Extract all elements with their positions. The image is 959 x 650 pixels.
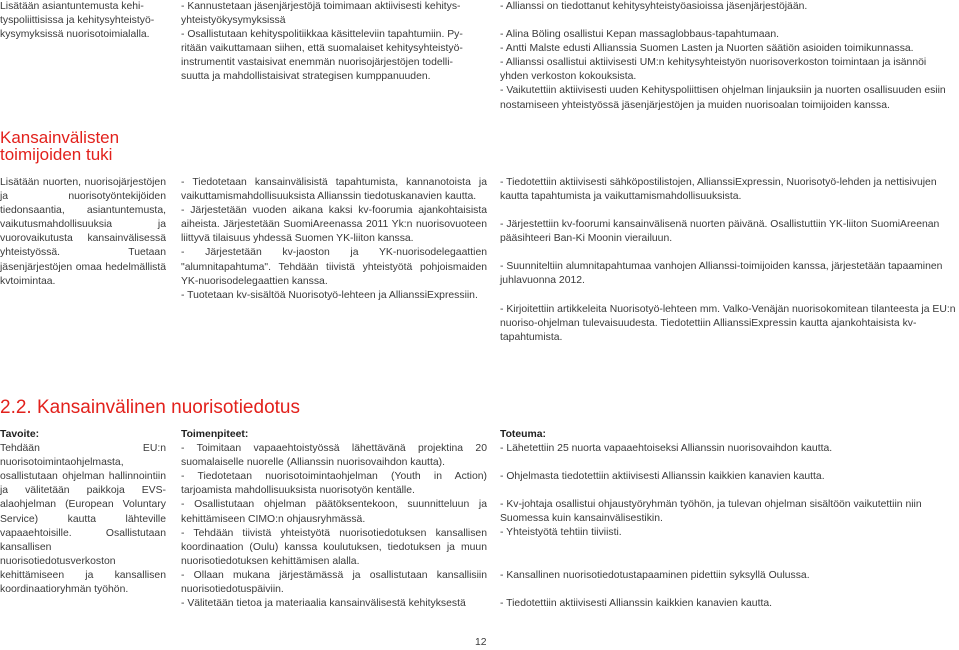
list-item: - Yhteistyötä tehtiin tiiviisti.: [500, 527, 622, 539]
list-item: - Järjestetään kv-jaoston ja YK-nuorisodelegaattien "alumnitapahtuma". Tehdään tiivistä yhteistyötä pohjoismaiden YK-nuorisodelegaattien kanssa.: [181, 247, 487, 287]
list-item: - Kirjoitettiin artikkeleita Nuorisotyö-lehteen mm. Valko-Venäjän nuorisokomitean tilanteesta ja EU:n nuoriso-ohjelman tulevaisuudesta. Tiedotettiin AllianssiExpressin kautta ajankohtaisista kv-tapahtumista.: [500, 303, 956, 343]
text-line: Lisätään asiantuntemusta kehi-: [0, 1, 144, 12]
text-line: kysymyksissä nuorisotoimialalla.: [0, 29, 150, 41]
heading-line: toimijoiden tuki: [0, 145, 113, 164]
list-item: - Vaikutettiin aktiivisesti uuden Kehityspoliittisen ohjelman linjauksiin ja nuorten osallisuuden esiin nostamiseen yhteistyössä jäsenjärjestöjen ja muiden nuorisoalan toimijoiden kanssa.: [500, 85, 946, 111]
list-item: - Antti Malste edusti Allianssia Suomen Lasten ja Nuorten säätiön asioiden toimikunnassa.: [500, 43, 914, 55]
list-item: - Järjestettiin kv-foorumi kansainvälisenä nuorten päivänä. Osallistuttiin YK-liiton SuomiAreenan pääsihteeri Ban-Ki Moonin vierailuun.: [500, 219, 940, 245]
top-middle-text: [181, 0, 487, 85]
goal-column: [0, 428, 166, 597]
section-heading: [0, 129, 175, 163]
list-item: - Tiedotetaan kansainvälisistä tapahtumista, kannanotoista ja vaikuttamismahdollisuuksista Allianssin tiedotuskanavien kautta.: [181, 177, 487, 203]
text-line: yhteistyökysymyksissä: [181, 15, 286, 27]
list-item: - Allianssi osallistui aktiivisesti UM:n kehitysyhteistyön nuorisoverkoston toimintaan ja isännöi yhden verkoston kokouksista.: [500, 57, 927, 83]
results-column: [500, 428, 957, 611]
measures-column: [181, 428, 487, 611]
heading-line: Kansainvälisten: [0, 128, 120, 147]
goal-text: Tehdään EU:n nuorisotoimintaohjelmasta, osallistutaan ohjelman hallinnointiin ja välitetään paikkoja EVS-alaohjelman (European Voluntary Service) kautta lähteville vapaaehtoisille. Osallistutaan kansallisen nuorisotiedotusverkoston kehittämiseen ja kansallisen koordinaatioryhmän työhön.: [0, 443, 166, 596]
list-item: - Järjestetään vuoden aikana kaksi kv-foorumia ajankohtaisista aiheista. Järjestetään SuomiAreenassa 2011 Yk:n nuorisovuoteen liittyvä tilaisuus yhdessä Suomen YK-liiton kanssa.: [181, 205, 487, 245]
text-line: instrumentit vastaisivat enemmän nuorisojärjestöjen todelli-: [181, 57, 454, 69]
list-item: - Kansallinen nuorisotiedotustapaaminen pidettiin syksyllä Oulussa.: [500, 569, 810, 581]
list-item: - Tiedotetaan nuorisotoimintaohjelman (Youth in Action) tarjoamista mahdollisuuksista nuorisotyön kentälle.: [181, 471, 487, 497]
list-item: - Tehdään tiivistä yhteistyötä nuorisotiedotuksen kansallisen koordinaation (Oulu) kanssa koulutuksen, tiedotuksen ja muun nuorisotiedotuksen kehittämisen alalla.: [181, 527, 487, 567]
measures-label: Toimenpiteet:: [181, 429, 249, 440]
list-item: - Suunniteltiin alumnitapahtumaa vanhojen Allianssi-toimijoiden kanssa, järjestetään tapaaminen juhlavuonna 2012.: [500, 261, 943, 287]
list-item: - Tiedotettiin aktiivisesti Allianssin kaikkien kanavien kautta.: [500, 597, 773, 609]
goal-text: Lisätään nuorten, nuorisojärjestöjen ja nuorisotyöntekijöiden tiedonsaantia, asiantuntemusta, vaikutusmahdollisuuksia ja vuorovaikutusta kansainvälisessä yhteistyössä. Tuetaan jäsenjärjestöjen omaa hedelmällistä kvtoimintaa.: [0, 177, 166, 287]
text-line: suutta ja mahdollistaisivat strategisen kumppanuuden.: [181, 71, 431, 83]
list-item: - Allianssi on tiedottanut kehitysyhteistyöasioissa jäsenjärjestöjään.: [500, 1, 808, 12]
list-item: - Osallistutaan ohjelman päätöksentekoon, suunnitteluun ja kehittämiseen CIMO:n ohjausryhmässä.: [181, 499, 487, 525]
text-line: - Osallistutaan kehityspolitiikkaa käsitteleviin tapahtumiin. Py-: [181, 29, 463, 41]
list-item: - Välitetään tietoa ja materiaalia kansainvälisestä kehityksestä: [181, 598, 466, 610]
list-item: - Ohjelmasta tiedotettiin aktiivisesti Allianssin kaikkien kanavien kautta.: [500, 471, 825, 483]
text-line: - Kannustetaan jäsenjärjestöjä toimimaan aktiivisesti kehitys-: [181, 1, 461, 12]
section-22-heading: 2.2. Kansainvälinen nuorisotiedotus: [0, 397, 300, 418]
text-line: ritään vaikuttamaan siihen, että suomalaiset kehitysyhteistyö-: [181, 43, 463, 55]
list-item: - Ollaan mukana järjestämässä ja osallistutaan kansallisiin nuorisotiedotuspäiviin.: [181, 569, 487, 596]
measures-list: [181, 176, 487, 303]
results-list: [500, 176, 957, 345]
list-item: - Kv-johtaja osallistui ohjaustyöryhmän työhön, ja tulevan ohjelman sisältöön vaikutettiin niin Suomessa kuin kansainvälisestikin.: [500, 499, 922, 525]
list-item: - Toimitaan vapaaehtoistyössä lähettävänä projektina 20 suomalaiselle nuorelle (Allianssin nuorisovaihdon kautta).: [181, 443, 487, 469]
text-line: tyspoliittisissa ja kehitysyhteistyö-: [0, 15, 155, 27]
list-item: - Alina Böling osallistui Kepan massaglobbaus-tapahtumaan.: [500, 29, 779, 41]
top-right-results: [500, 0, 957, 113]
list-item: - Tiedotettiin aktiivisesti sähköpostilistojen, AllianssiExpressin, Nuorisotyö-lehden ja nettisivujen kautta tapahtumista ja vaikuttamismahdollisuuksista.: [500, 177, 937, 203]
list-item: - Lähetettiin 25 nuorta vapaaehtoiseksi Allianssin nuorisovaihdon kautta.: [500, 443, 833, 455]
results-label: Toteuma:: [500, 429, 546, 440]
goal-label: Tavoite:: [0, 429, 40, 440]
page-number: 12: [475, 637, 487, 648]
top-left-text: [0, 0, 168, 42]
list-item: - Tuotetaan kv-sisältöä Nuorisotyö-lehteen ja AllianssiExpressiin.: [181, 289, 478, 301]
